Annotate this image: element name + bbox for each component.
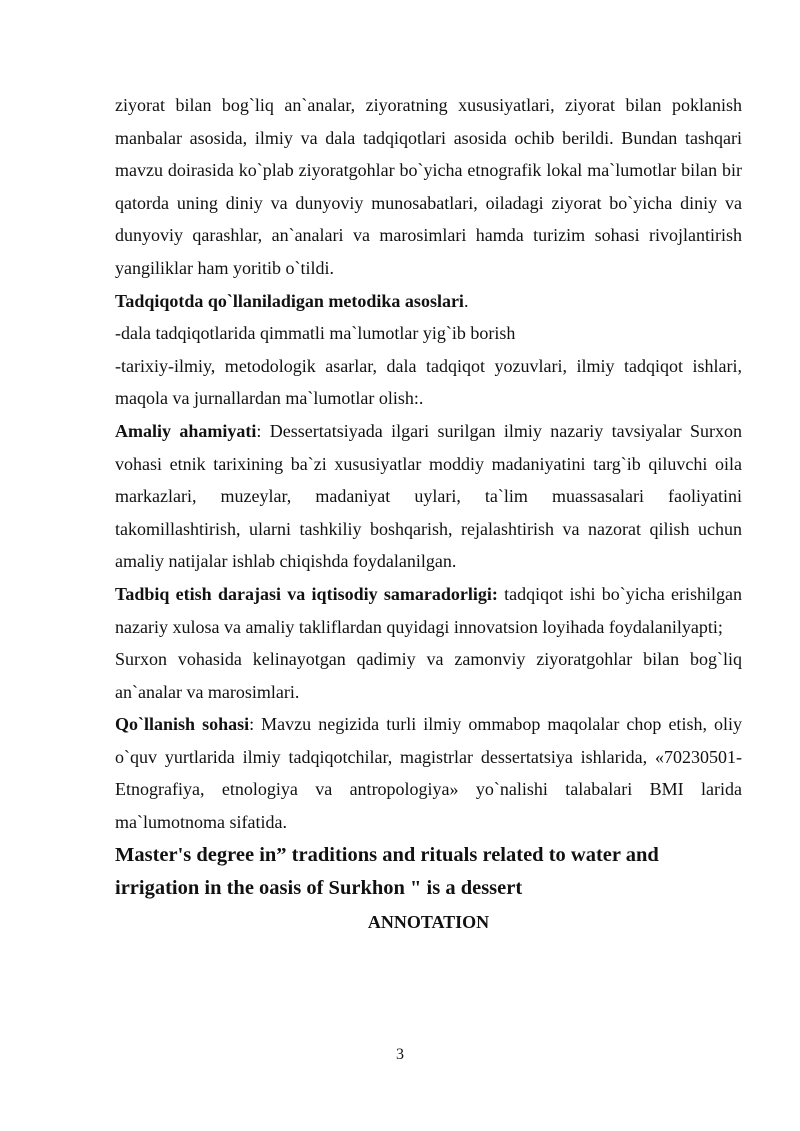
practical-significance-text: : Dessertatsiyada ilgari surilgan ilmiy nazariy tavsiyalar Surxon vohasi etnik tarixining ba`zi xususiyatlar moddiy madaniyatini targ`ib qiluvchi oila markazlari, muzeylar, madaniyat uylari, ta`lim muassasalari faoliyatini takomillashtirish, ularni tashkiliy boshqarish, rejalashtirish va nazorat qilish uchun amaliy natijalar ishlab chiqishda foydalanilgan. xyxy=(115,420,742,572)
practical-significance-label: Amaliy ahamiyati xyxy=(115,420,257,441)
implementation-paragraph xyxy=(115,578,742,643)
implementation-label: Tadbiq etish darajasi va iqtisodiy samaradorligi: xyxy=(115,583,498,604)
intro-paragraph: ziyorat bilan bog`liq an`analar, ziyoratning xususiyatlari, ziyorat bilan poklanish manbalar asosida, ilmiy va dala tadqiqotlari asosida ochib berildi. Bundan tashqari mavzu doirasida ko`plab ziyoratgohlar bo`yicha etnografik lokal ma`lumotlar bilan bir qatorda uning diniy va dunyoviy munosabatlari, oiladagi ziyorat bo`yicha diniy va dunyoviy qarashlar, an`analari va marosimlari hamda turizim sohasi rivojlantirish yangiliklar ham yoritib o`tildi. xyxy=(115,95,742,278)
methodology-heading-line xyxy=(115,285,742,318)
page-number: 3 xyxy=(396,1046,404,1063)
usage-area-paragraph xyxy=(115,708,742,838)
methodology-item-1: -dala tadqiqotlarida qimmatli ma`lumotlar yig`ib borish xyxy=(115,323,516,344)
english-title-heading: Master's degree in” traditions and rituals related to water and irrigation in the oasis of Surkhon " is a dessert xyxy=(115,843,659,899)
methodology-item-2: -tarixiy-ilmiy, metodologik asarlar, dala tadqiqot yozuvlari, ilmiy tadqiqot ishlari, maqola va jurnallardan ma`lumotlar olish:. xyxy=(115,355,742,409)
practical-significance-paragraph xyxy=(115,415,742,578)
usage-area-label: Qo`llanish sohasi xyxy=(115,714,250,735)
implementation-project-paragraph: Surxon vohasida kelinayotgan qadimiy va zamonviy ziyoratgohlar bilan bog`liq an`analar va marosimlari. xyxy=(115,649,742,702)
implementation-text: tadqiqot ishi bo`yicha erishilgan nazariy xulosa va amaliy takliflardan quyidagi innovatsion loyihada foydalanilyapti; xyxy=(115,583,743,637)
methodology-heading-period: . xyxy=(463,290,469,311)
methodology-heading: Tadqiqotda qo`llaniladigan metodika asoslari xyxy=(115,290,464,311)
annotation-title: ANNOTATION xyxy=(367,911,490,932)
document-body xyxy=(115,89,742,939)
usage-area-text: : Mavzu negizida turli ilmiy ommabop maqolalar chop etish, oliy o`quv yurtlarida ilmiy tadqiqotchilar, magistrlar dessertatsiya ishlarida, «70230501-Etnografiya, etnologiya va antropologiya» yo`nalishi talabalari BMI larida ma`lumotnoma sifatida. xyxy=(115,714,742,833)
